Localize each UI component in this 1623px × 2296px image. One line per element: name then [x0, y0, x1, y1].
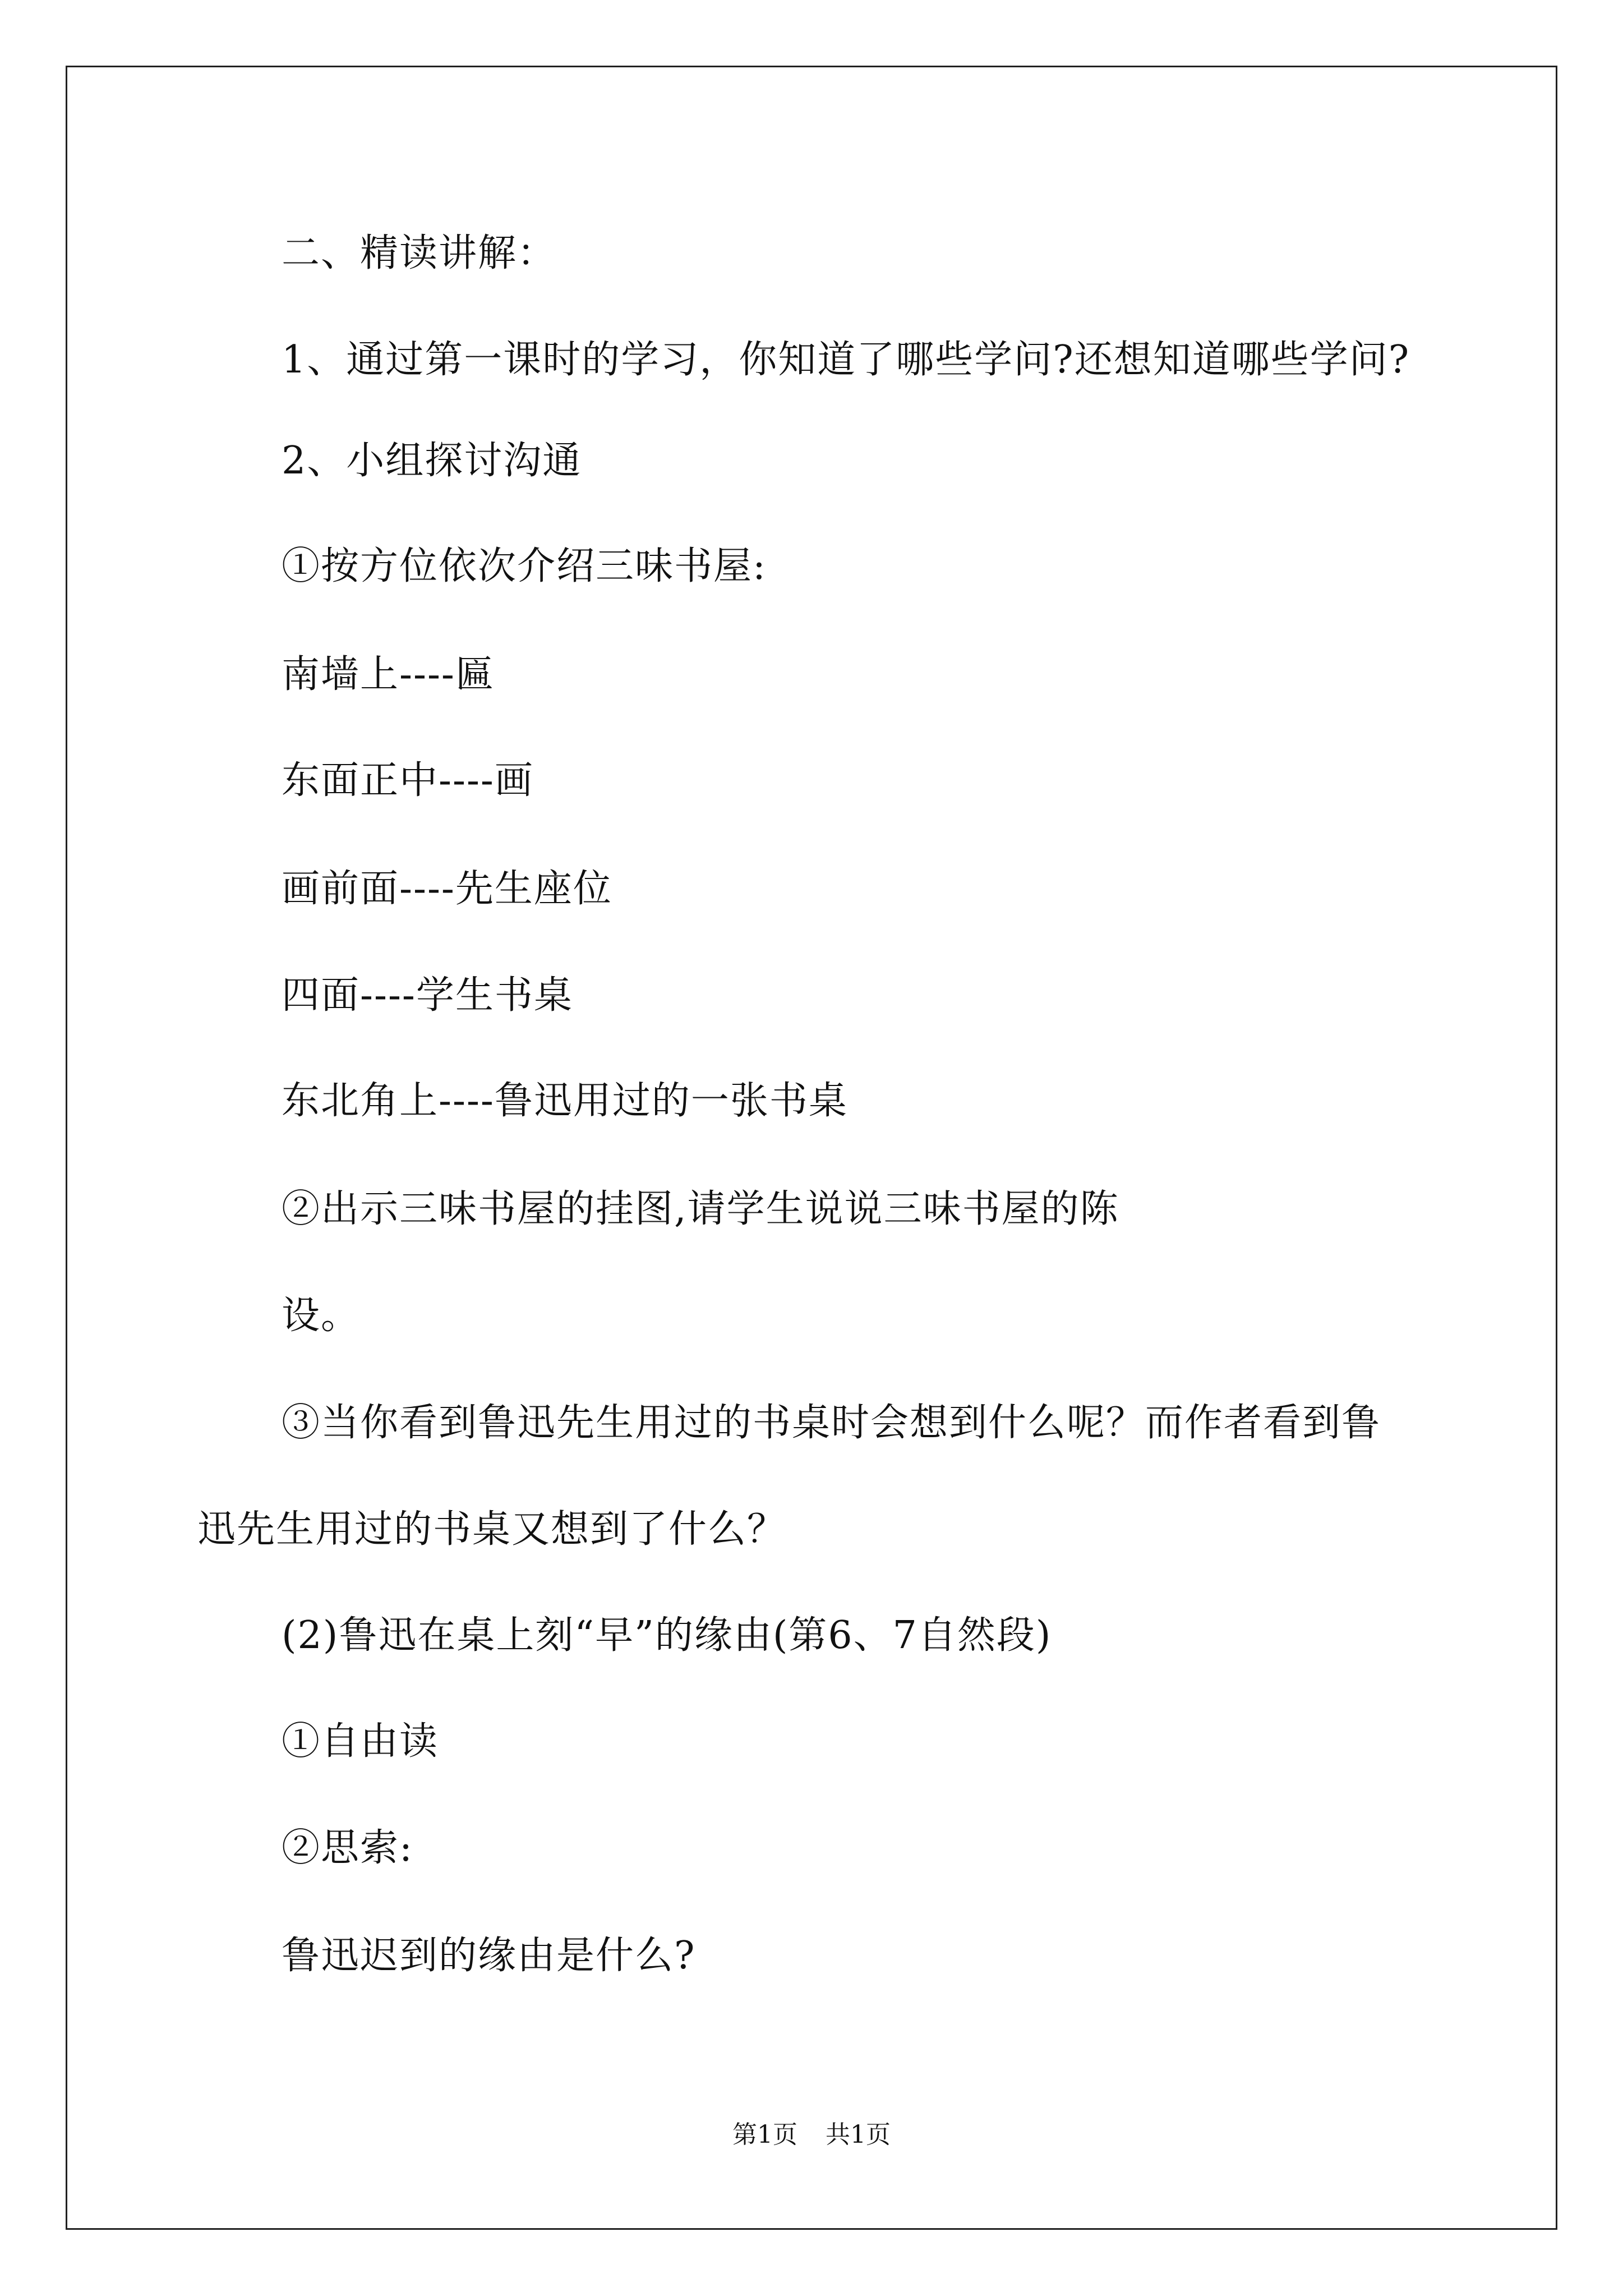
- text-line: 鲁迅迟到的缘由是什么?: [282, 1934, 696, 1978]
- text-line: (2)鲁迅在桌上刻“早”的缘由(第6、7自然段): [282, 1613, 1052, 1658]
- text-line: 迅先生用过的书桌又想到了什么？: [197, 1507, 787, 1552]
- text-line: ①按方位依次介绍三味书屋:: [282, 544, 767, 588]
- text-line: ②思索:: [282, 1826, 413, 1870]
- text-line: 南墙上----匾: [282, 652, 495, 697]
- text-line: ②出示三味书屋的挂图,请学生说说三味书屋的陈: [282, 1187, 1119, 1231]
- page-footer: [0, 2119, 1623, 2151]
- text-line: 东北角上----鲁迅用过的一张书桌: [282, 1079, 848, 1123]
- text-line: 东面正中----画: [282, 758, 534, 803]
- text-line: 1、通过第一课时的学习，你知道了哪些学问?还想知道哪些学问?: [282, 338, 1410, 382]
- text-line: 设。: [282, 1294, 361, 1338]
- text-line: 画前面----先生座位: [282, 867, 612, 911]
- page-total: 共1页: [826, 2120, 891, 2149]
- text-line: 2、小组探讨沟通: [282, 439, 582, 483]
- text-line: 四面----学生书桌: [282, 973, 573, 1018]
- text-line: ①自由读: [282, 1719, 439, 1764]
- page-number: 第1页: [732, 2120, 797, 2149]
- text-line: 二、精读讲解：: [282, 231, 557, 275]
- page-border: [66, 66, 1557, 2230]
- text-line: ③当你看到鲁迅先生用过的书桌时会想到什么呢？而作者看到鲁: [282, 1401, 1381, 1445]
